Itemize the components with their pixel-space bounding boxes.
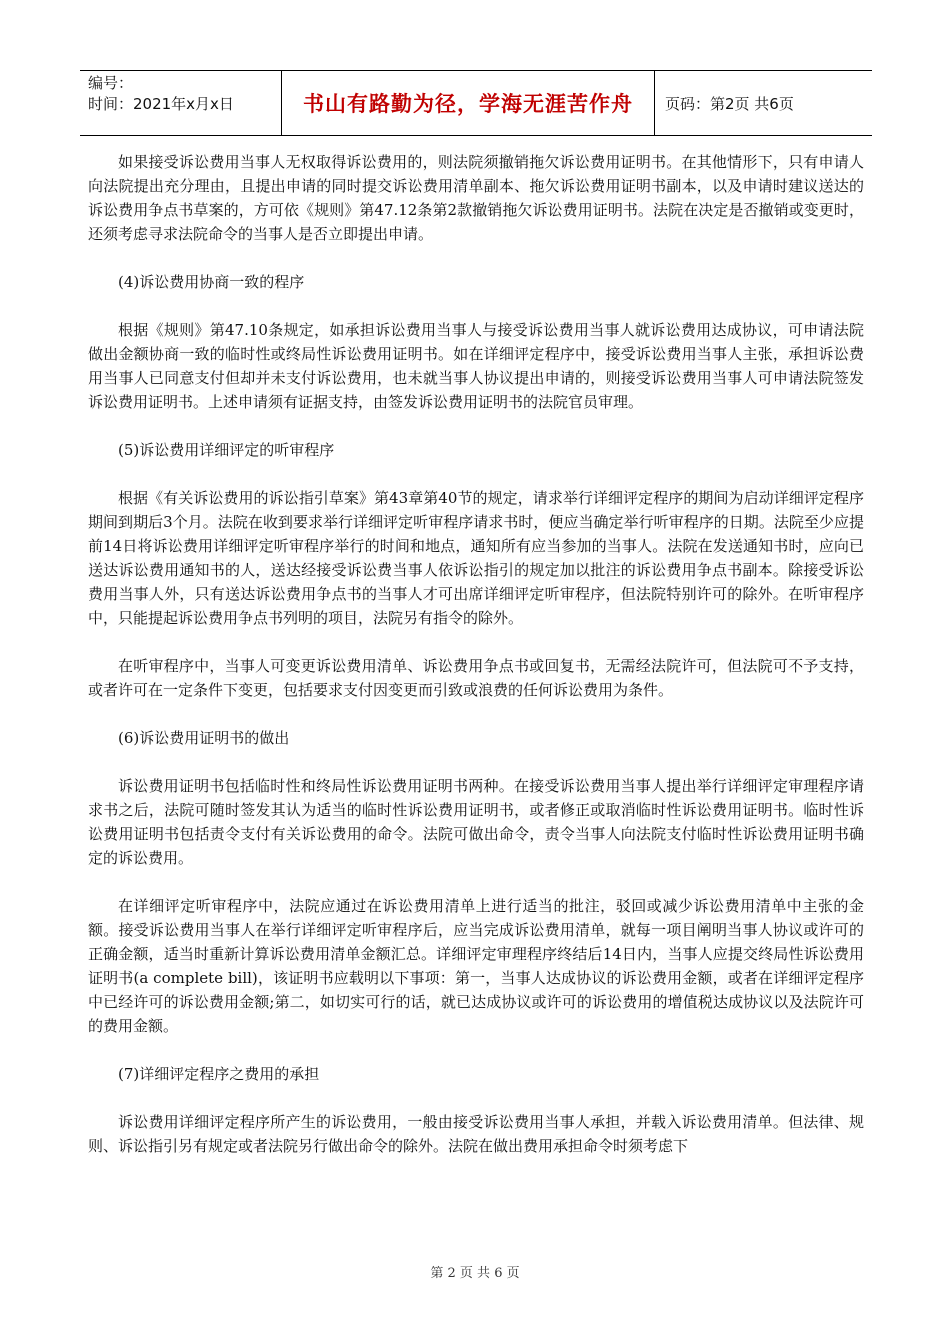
paragraph: 根据《有关诉讼费用的诉讼指引草案》第43章第40节的规定，请求举行详细评定程序的期间为启动详细评定程序期间到期后3个月。法院在收到要求举行详细评定听审程序请求书时，便应当确定举行听审程序的日期。法院至少应提前14日将诉讼费用详细评定听审程序举行的时间和地点，通知所有应当参加的当事人。法院在发送通知书时，应向已送达诉讼费用通知书的人，送达经接受诉讼费当事人依诉讼指引的规定加以批注的诉讼费用争点书副本。除接受诉讼费用当事人外，只有送达诉讼费用争点书的当事人才可出席详细评定听审程序，但法院特别许可的除外。在听审程序中，只能提起诉讼费用争点书列明的项目，法院另有指令的除外。 [88, 489, 864, 627]
paragraph: 在详细评定听审程序中，法院应通过在诉讼费用清单上进行适当的批注，驳回或减少诉讼费用清单中主张的金额。接受诉讼费用当事人在举行详细评定听审程序后，应当完成诉讼费用清单，就每一项目阐明当事人协议或许可的正确金额，适当时重新计算诉讼费用清单金额汇总。详细评定审理程序终结后14日内，当事人应提交终局性诉讼费用证明书(a complete bill)，该证明书应载明以下事项：第一，当事人达成协议的诉讼费用金额，或者在详细评定程序中已经许可的诉讼费用金额;第二，如切实可行的话，就已达成协议或许可的诉讼费用的增值税达成协议以及法院许可的费用金额。 [88, 897, 864, 1035]
paragraph: 如果接受诉讼费用当事人无权取得诉讼费用的，则法院须撤销拖欠诉讼费用证明书。在其他情形下，只有申请人向法院提出充分理由，且提出申请的同时提交诉讼费用清单副本、拖欠诉讼费用证明书副本，以及申请时建议送达的诉讼费用争点书草案的，方可依《规则》第47.12条第2款撤销拖欠诉讼费用证明书。法院在决定是否撤销或变更时，还须考虑寻求法院命令的当事人是否立即提出申请。 [88, 153, 864, 243]
paragraph: 在听审程序中，当事人可变更诉讼费用清单、诉讼费用争点书或回复书，无需经法院许可，但法院可不予支持，或者许可在一定条件下变更，包括要求支付因变更而引致或浪费的任何诉讼费用为条件。 [88, 657, 864, 699]
paragraph: 根据《规则》第47.10条规定，如承担诉讼费用当事人与接受诉讼费用当事人就诉讼费用达成协议，可申请法院做出金额协商一致的临时性或终局性诉讼费用证明书。如在详细评定程序中，接受诉讼费用当事人主张，承担诉讼费用当事人已同意支付但却并未支付诉讼费用，也未就当事人协议提出申请的，则接受诉讼费用当事人可申请法院签发诉讼费用证明书。上述申请须有证据支持，由签发诉讼费用证明书的法院官员审理。 [88, 321, 864, 411]
header-page-label: 页码：第2页 共6页 [665, 94, 794, 113]
section-heading: (5)诉讼费用详细评定的听审程序 [118, 441, 335, 459]
document-header [80, 70, 872, 136]
document-body [88, 150, 864, 1182]
header-meta [80, 71, 282, 135]
header-motto: 书山有路勤为径，学海无涯苦作舟 [282, 71, 655, 135]
paragraph: 诉讼费用详细评定程序所产生的诉讼费用，一般由接受诉讼费用当事人承担，并载入诉讼费用清单。但法律、规则、诉讼指引另有规定或者法院另行做出命令的除外。法院在做出费用承担命令时须考虑下 [88, 1113, 864, 1155]
paragraph: 诉讼费用证明书包括临时性和终局性诉讼费用证明书两种。在接受诉讼费用当事人提出举行详细评定审理程序请求书之后，法院可随时签发其认为适当的临时性诉讼费用证明书，或者修正或取消临时性诉讼费用证明书。临时性诉讼费用证明书包括责令支付有关诉讼费用的命令。法院可做出命令，责令当事人向法院支付临时性诉讼费用证明书确定的诉讼费用。 [88, 777, 864, 867]
number-label: 编号： [88, 74, 134, 92]
section-heading: (4)诉讼费用协商一致的程序 [118, 273, 305, 291]
section-heading: (7)详细评定程序之费用的承担 [118, 1065, 320, 1083]
section-heading: (6)诉讼费用证明书的做出 [118, 729, 290, 747]
page-footer: 第 2 页 共 6 页 [430, 1266, 520, 1281]
time-label: 时间：2021年x月x日 [88, 95, 234, 113]
